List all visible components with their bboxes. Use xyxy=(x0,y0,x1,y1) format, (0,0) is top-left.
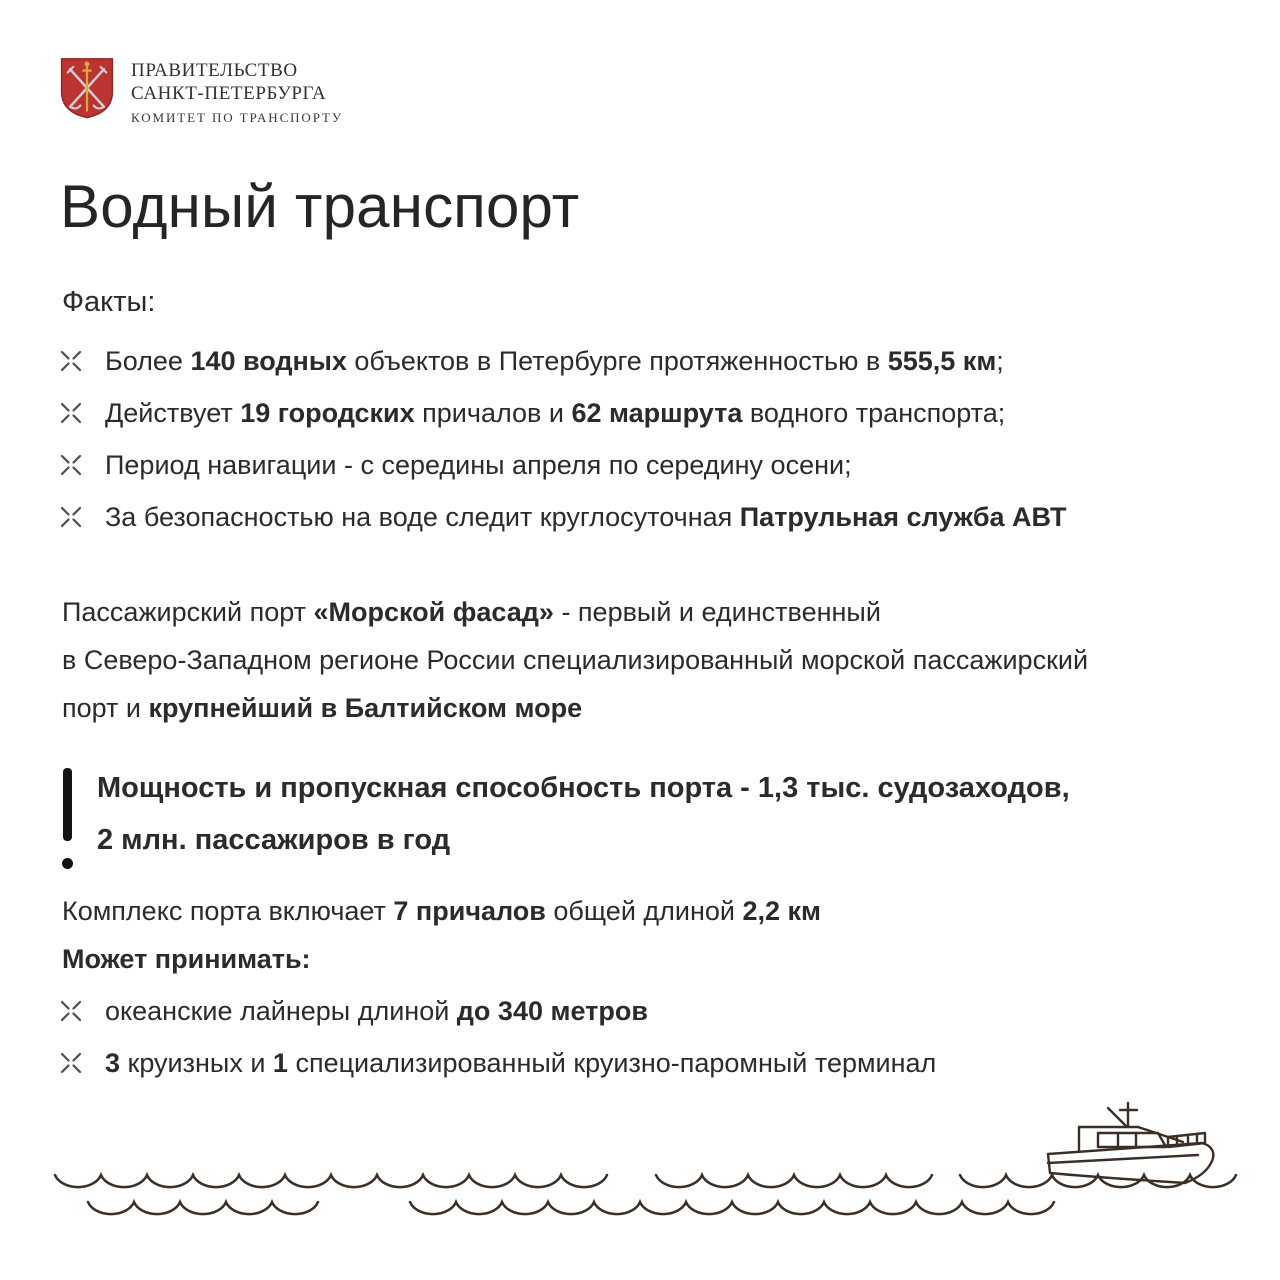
logo-text xyxy=(131,56,343,126)
port-paragraph xyxy=(62,588,1088,732)
fact-item xyxy=(58,449,1067,481)
fact-text: Более 140 водных объектов в Петербурге протяженностью в 555,5 км; xyxy=(105,345,1004,376)
capacity-text: океанские лайнеры длиной до 340 метров xyxy=(105,995,648,1026)
port-complex-text: Комплекс порта включает 7 причалов общей длиной 2,2 км xyxy=(62,896,822,926)
x-bullet-icon xyxy=(58,504,84,530)
fact-text: За безопасностью на воде следит круглосуточная Патрульная служба АВТ xyxy=(105,501,1067,532)
port-paragraph-line: в Северо-Западном регионе России специализированный морской пассажирский xyxy=(62,645,1089,675)
facts-list xyxy=(58,345,1067,553)
capacity-item xyxy=(58,1047,936,1079)
x-bullet-icon xyxy=(58,998,84,1024)
port-paragraph-line: порт и крупнейший в Балтийском море xyxy=(62,693,583,723)
logo-department: КОМИТЕТ ПО ТРАНСПОРТУ xyxy=(131,110,343,125)
callout-text xyxy=(97,762,1070,869)
callout-line2: 2 млн. пассажиров в год xyxy=(97,824,451,856)
capacity-heading: Может принимать: xyxy=(62,944,311,974)
capacity-item xyxy=(58,995,936,1027)
exclamation-bar xyxy=(63,768,72,841)
exclamation-dot xyxy=(62,858,73,869)
logo-org-line1: ПРАВИТЕЛЬСТВО xyxy=(131,60,298,81)
page-title: Водный транспорт xyxy=(60,173,580,240)
waves-illustration xyxy=(0,1155,1280,1235)
callout-line1: Мощность и пропускная способность порта - 1,3 тыс. судозаходов, xyxy=(97,772,1070,804)
fact-item xyxy=(58,397,1067,429)
fact-text: Период навигации - с середины апреля по середину осени; xyxy=(105,449,852,480)
x-bullet-icon xyxy=(58,348,84,374)
x-bullet-icon xyxy=(58,452,84,478)
capacity-text: 3 круизных и 1 специализированный круизно-паромный терминал xyxy=(105,1047,937,1078)
facts-heading: Факты: xyxy=(62,286,156,318)
government-logo xyxy=(58,56,343,126)
capacity-list xyxy=(58,995,936,1099)
fact-item xyxy=(58,345,1067,377)
exclamation-icon xyxy=(62,768,73,869)
port-paragraph-line: Пассажирский порт «Морской фасад» - первый и единственный xyxy=(62,597,881,627)
logo-org-line2: САНКТ-ПЕТЕРБУРГА xyxy=(131,83,327,104)
coat-of-arms-icon xyxy=(58,56,116,120)
x-bullet-icon xyxy=(58,400,84,426)
x-bullet-icon xyxy=(58,1050,84,1076)
capacity-callout xyxy=(62,762,1070,869)
fact-item xyxy=(58,501,1067,533)
fact-text: Действует 19 городских причалов и 62 маршрута водного транспорта; xyxy=(105,397,1006,428)
